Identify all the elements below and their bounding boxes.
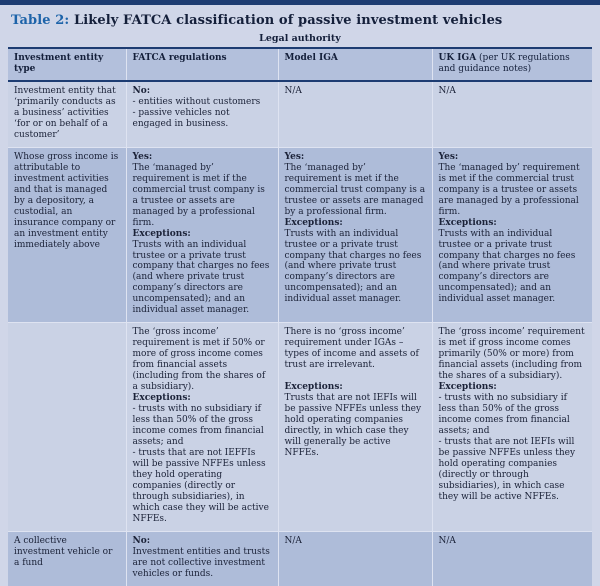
- cell-text-bold: Yes:: [284, 151, 305, 162]
- cell-text: - trusts with no subsidiary if less than 50% of the gross income comes from financial assets; and: [438, 393, 570, 437]
- cell-text-bold: Exceptions:: [132, 393, 191, 404]
- cell-text: A collective investment vehicle or a fund: [14, 535, 113, 568]
- table-cell: [278, 323, 432, 531]
- cell-text: - trusts with no subsidiary if less than 50% of the gross income comes from financial assets; and: [132, 404, 264, 447]
- table-cell: [8, 323, 126, 531]
- column-header-label: Model IGA: [284, 53, 338, 63]
- cell-text: N/A: [438, 85, 456, 96]
- table-row: [8, 531, 592, 585]
- cell-text: Trusts with an individual trustee or a private trust company that charges no fees (and where private trust company’s directors are uncompensated); and an individual asset manager.: [284, 228, 422, 305]
- cell-text-bold: Exceptions:: [284, 382, 343, 393]
- table-cell: [278, 147, 432, 323]
- cell-text: - passive vehicles not engaged in business.: [132, 107, 230, 129]
- cell-text: The ‘gross income’ requirement is met if gross income comes primarily (50% or more) from financial assets (including from the shares of a subsidiary).: [438, 327, 585, 382]
- table-row: [8, 147, 592, 323]
- table-body: [8, 81, 592, 586]
- table-title: [0, 5, 600, 32]
- cell-text: The ‘managed by’ requirement is met if the commercial trust company is a trustee or assets are managed by a professional firm.: [132, 162, 265, 228]
- table-cell: [8, 531, 126, 585]
- cell-text-bold: Exceptions:: [132, 228, 191, 239]
- cell-text: Investment entities and trusts are not collective investment vehicles or funds.: [132, 546, 270, 579]
- table-row: [8, 323, 592, 531]
- column-header-row: [8, 48, 592, 81]
- cell-text: Trusts that are not IEFIs will be passive NFFEs unless they hold operating companies directly, in which case they will generally be active NFFEs.: [284, 393, 422, 458]
- column-header-label: FATCA regulations: [132, 53, 227, 63]
- table-row: [8, 81, 592, 147]
- cell-text: N/A: [284, 85, 302, 96]
- table-cell: [126, 81, 278, 147]
- table-title-text: Likely FATCA classification of passive investment vehicles: [69, 13, 503, 28]
- cell-text: Trusts with an individual trustee or a private trust company that charges no fees (and where private trust company’s directors are uncompensated); and an individual asset manager.: [438, 228, 576, 305]
- cell-text: Investment entity that ‘primarily conducts as a business’ activities ‘for or on behalf of a customer’: [14, 85, 116, 140]
- classification-table: [8, 47, 592, 586]
- cell-text: The ‘gross income’ requirement is met if 50% or more of gross income comes from financial assets (including from the shares of a subsidiary).: [132, 327, 266, 393]
- column-header-model-iga: [278, 48, 432, 81]
- table-cell: [432, 323, 592, 531]
- cell-text-bold: No:: [132, 85, 151, 96]
- table-cell: [278, 81, 432, 147]
- cell-text-bold: Exceptions:: [438, 382, 497, 393]
- cell-text: N/A: [284, 535, 302, 546]
- cell-text: Trusts with an individual trustee or a private trust company that charges no fees (and where private trust company’s directors are uncompensated); and an individual asset manager.: [132, 239, 270, 316]
- table-cell: [278, 531, 432, 585]
- cell-text-bold: Yes:: [132, 151, 153, 162]
- cell-text: - entities without customers: [132, 96, 261, 107]
- column-header-label: UK IGA: [438, 53, 477, 63]
- cell-text: N/A: [438, 535, 456, 546]
- cell-text: There is no ‘gross income’ requirement under IGAs – types of income and assets of trust are irrelevant.: [284, 327, 419, 371]
- table-cell: [432, 147, 592, 323]
- cell-text-bold: Exceptions:: [284, 217, 343, 228]
- column-header-fatca-regulations: [126, 48, 278, 81]
- column-header-sublabel: (per UK regulations and guidance notes): [438, 53, 570, 74]
- cell-text-bold: Exceptions:: [438, 217, 497, 228]
- column-header-label: Investment entity type: [14, 53, 104, 74]
- cell-text: The ‘managed by’ requirement is met if the commercial trust company is a trustee or assets are managed by a professional firm.: [438, 162, 580, 217]
- table-cell: [432, 531, 592, 585]
- cell-text: - trusts that are not IEFIs will be passive NFFEs unless they hold operating companies (directly or through subsidiaries), in which case they will be active NFFEs.: [438, 437, 576, 502]
- table-cell: [126, 531, 278, 585]
- cell-text-bold: No:: [132, 535, 151, 546]
- table-cell: [8, 147, 126, 323]
- cell-text: The ‘managed by’ requirement is met if the commercial trust company is a trustee or assets are managed by a professional firm.: [284, 162, 426, 217]
- table-cell: [126, 323, 278, 531]
- cell-text: - trusts that are not IEFFIs will be passive NFFEs unless they hold operating companies (directly or through subsidiaries), in which case they will be active NFFEs.: [132, 447, 269, 524]
- cell-text-bold: Yes:: [438, 151, 459, 162]
- legal-authority-header: Legal authority: [259, 33, 341, 44]
- table-cell: [8, 81, 126, 147]
- column-header-uk-iga: [432, 48, 592, 81]
- column-header-investment-entity-type: [8, 48, 126, 81]
- table-cell: [432, 81, 592, 147]
- cell-text: Whose gross income is attributable to investment activities and that is managed by a depository, a custodial, an insurance company or an investment entity immediately above: [14, 151, 119, 250]
- table-cell: [126, 147, 278, 323]
- table-title-label: Table 2:: [11, 13, 70, 28]
